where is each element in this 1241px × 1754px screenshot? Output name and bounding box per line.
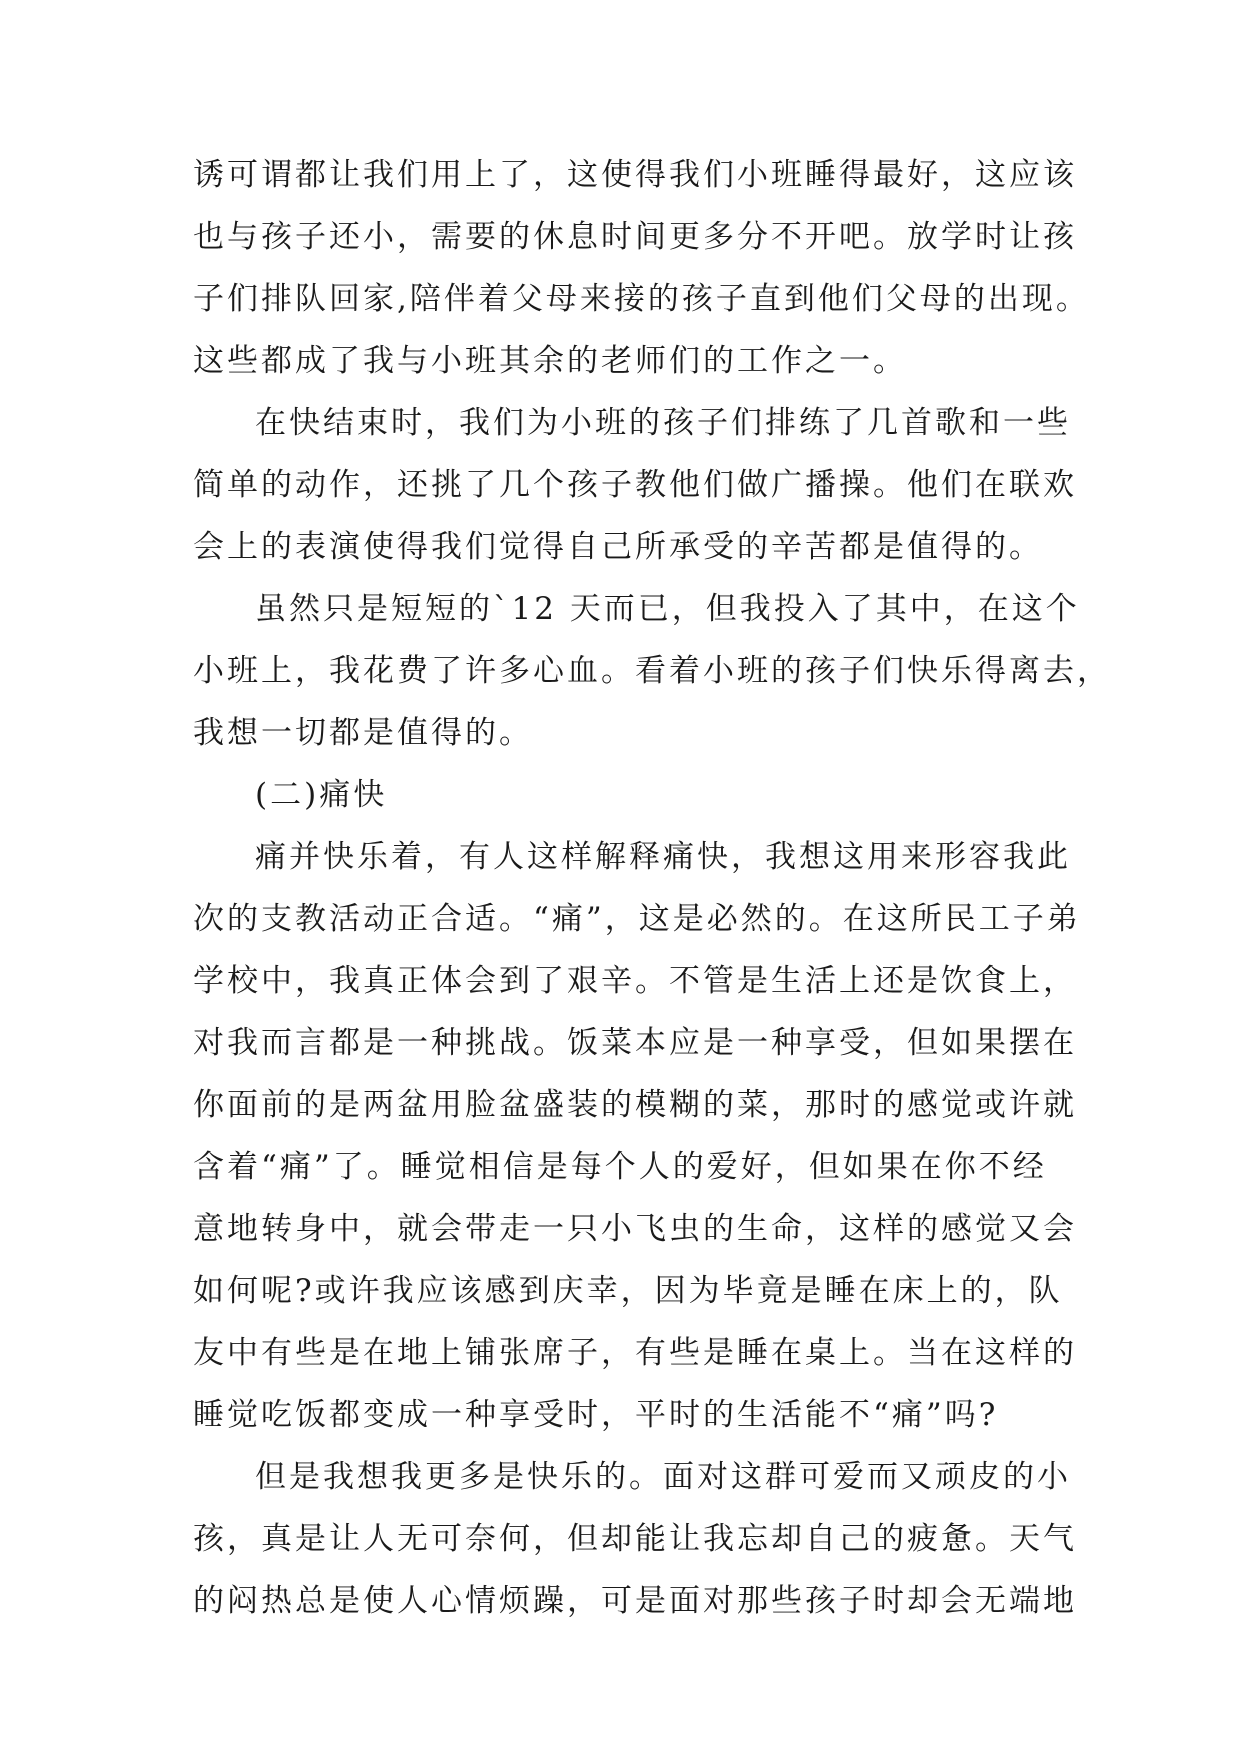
text-line: 简单的动作，还挑了几个孩子教他们做广播操。他们在联欢 [193, 467, 1077, 503]
text-line: 意地转身中，就会带走一只小飞虫的生命，这样的感觉又会 [193, 1211, 1077, 1247]
text-line: 次的支教活动正合适。“痛”，这是必然的。在这所民工子弟 [193, 901, 1081, 937]
text-line: 孩，真是让人无可奈何，但却能让我忘却自己的疲惫。天气 [193, 1521, 1077, 1557]
section-heading: (二)痛快 [255, 777, 388, 813]
text-line: 也与孩子还小，需要的休息时间更多分不开吧。放学时让孩 [193, 219, 1077, 255]
text-line: 含着“痛”了。睡觉相信是每个人的爱好，但如果在你不经 [193, 1149, 1047, 1185]
text-line: 子们排队回家,陪伴着父母来接的孩子直到他们父母的出现。 [193, 281, 1090, 317]
paragraph-start-line: 虽然只是短短的`12 天而已，但我投入了其中，在这个 [255, 591, 1080, 627]
text-line: 如何呢?或许我应该感到庆幸，因为毕竟是睡在床上的，队 [193, 1273, 1063, 1309]
text-line: 小班上，我花费了许多心血。看着小班的孩子们快乐得离去， [193, 653, 1111, 689]
text-line: 你面前的是两盆用脸盆盛装的模糊的菜，那时的感觉或许就 [193, 1087, 1077, 1123]
text-line: 对我而言都是一种挑战。饭菜本应是一种享受，但如果摆在 [193, 1025, 1077, 1061]
paragraph-start-line: 痛并快乐着，有人这样解释痛快，我想这用来形容我此 [255, 839, 1071, 875]
paragraph-start-line: 在快结束时，我们为小班的孩子们排练了几首歌和一些 [255, 405, 1071, 441]
text-line: 我想一切都是值得的。 [193, 715, 533, 751]
text-line: 诱可谓都让我们用上了，这使得我们小班睡得最好，这应该 [193, 157, 1077, 193]
text-line: 友中有些是在地上铺张席子，有些是睡在桌上。当在这样的 [193, 1335, 1077, 1371]
text-line: 学校中，我真正体会到了艰辛。不管是生活上还是饮食上， [193, 963, 1077, 999]
text-line: 会上的表演使得我们觉得自己所承受的辛苦都是值得的。 [193, 529, 1043, 565]
text-line: 的闷热总是使人心情烦躁，可是面对那些孩子时却会无端地 [193, 1583, 1077, 1619]
text-line: 这些都成了我与小班其余的老师们的工作之一。 [193, 343, 907, 379]
paragraph-start-line: 但是我想我更多是快乐的。面对这群可爱而又顽皮的小 [255, 1459, 1071, 1495]
text-line: 睡觉吃饭都变成一种享受时，平时的生活能不“痛”吗? [193, 1397, 999, 1433]
